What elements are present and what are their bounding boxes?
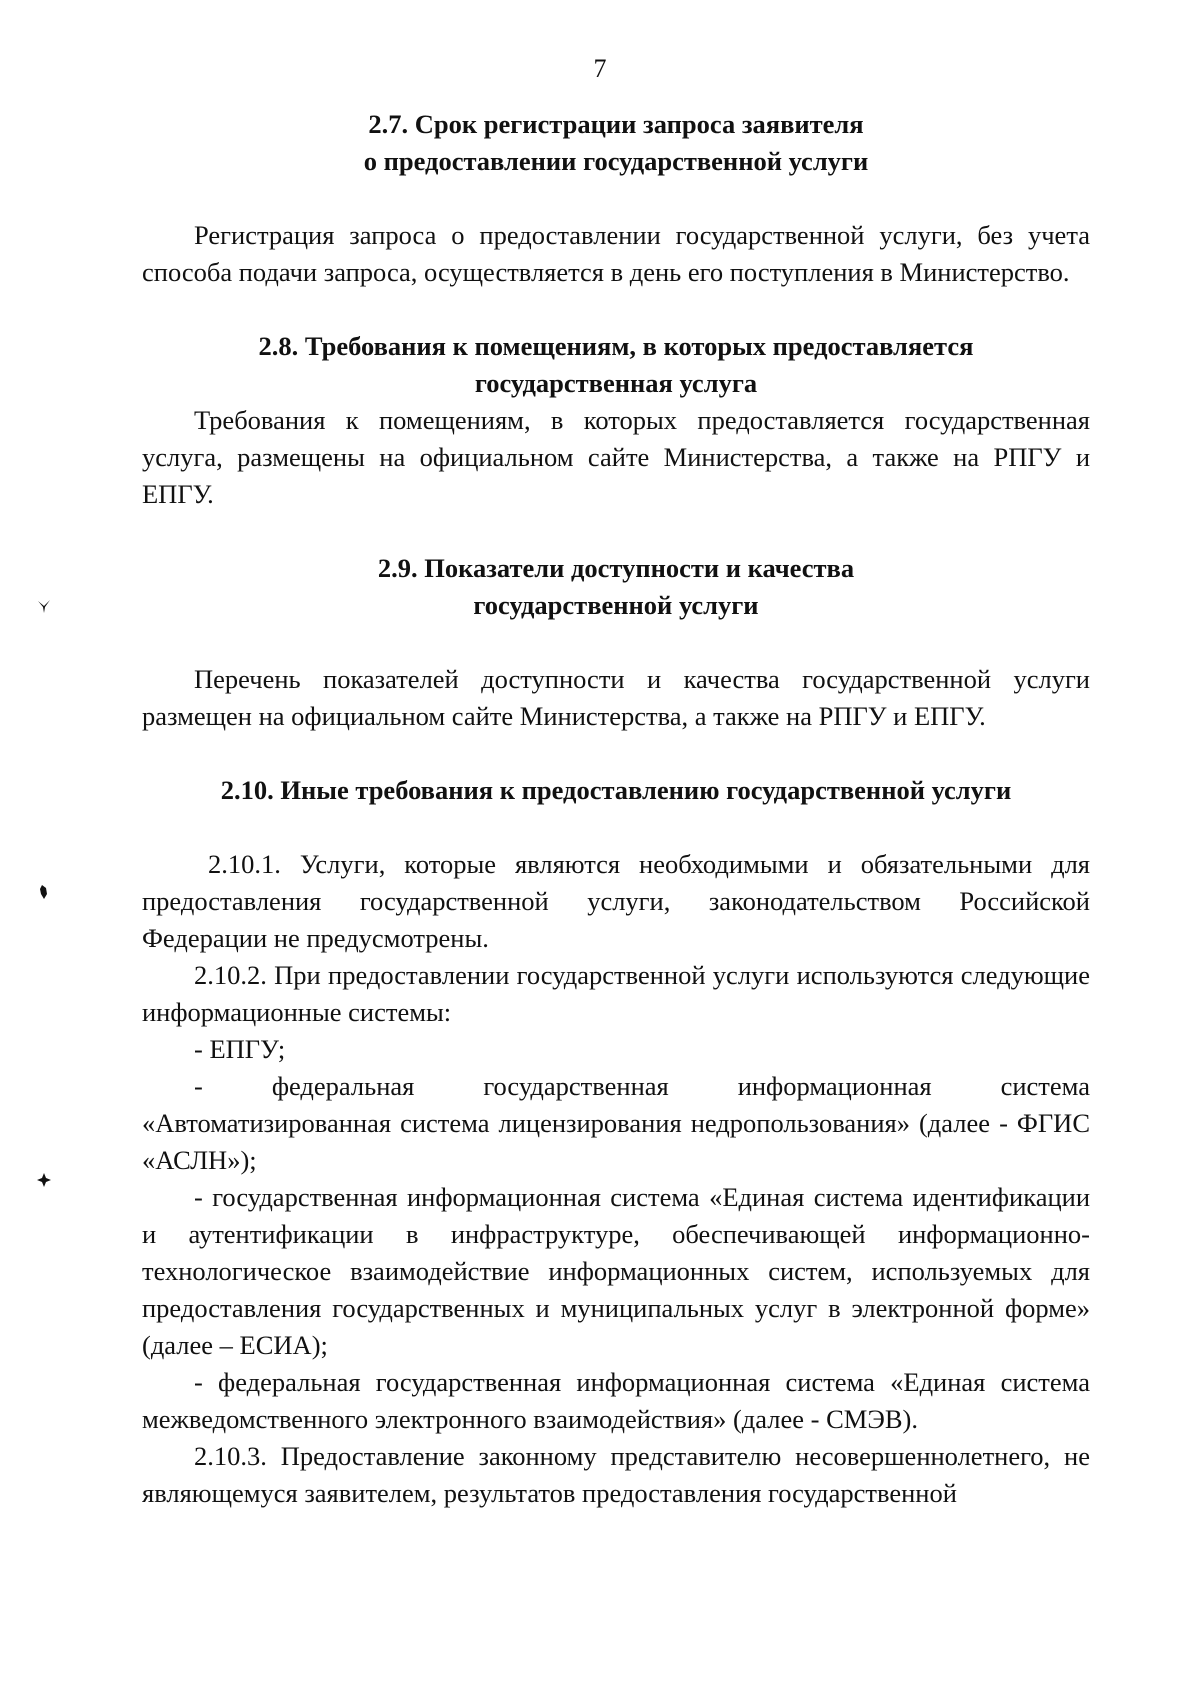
paragraph-2-10-2: 2.10.2. При предоставлении государственной услуги используются следующие информационные системы: [142,960,1090,1027]
scan-mark-icon [36,1172,52,1188]
heading-line: 2.9. Показатели доступности и качества [377,553,855,583]
heading-line: о предоставлении государственной услуги [363,146,869,176]
paragraph: Регистрация запроса о предоставлении государственной услуги, без учета способа подачи запроса, осуществляется в день его поступления в Министерство. [142,220,1090,287]
heading-line: 2.8. Требования к помещениям, в которых предоставляется [258,331,974,361]
scan-mark-icon [36,598,52,614]
paragraph: Требования к помещениям, в которых предоставляется государственная услуга, размещены на официальном сайте Министерства, а также на РПГУ и ЕПГУ. [142,405,1090,509]
list-item: - федеральная государственная информационная система «Единая система межведомственного электронного взаимодействия» (далее - СМЭВ). [142,1367,1090,1434]
section-heading-2-7 [142,106,1090,180]
document-body [142,106,1090,1512]
page-number: 7 [593,54,607,83]
heading-line: государственная услуга [474,368,758,398]
section-heading-2-10: 2.10. Иные требования к предоставлению государственной услуги [220,775,1012,805]
list-item: - государственная информационная система «Единая система идентификации и аутентификации в инфраструктуре, обеспечивающей информационно-технологическое взаимодействие информационных систем, используемых для предоставления государственных и муниципальных услуг в электронной форме» (далее – ЕСИА); [142,1182,1090,1360]
section-heading-2-9 [142,550,1090,624]
list-item: - федеральная государственная информационная система «Автоматизированная система лицензирования недропользования» (далее - ФГИС «АСЛН»); [142,1071,1090,1175]
heading-line: 2.7. Срок регистрации запроса заявителя [368,109,864,139]
paragraph-2-10-1: 2.10.1. Услуги, которые являются необходимыми и обязательными для предоставления государственной услуги, законодательством Российской Федерации не предусмотрены. [142,849,1090,953]
paragraph-2-10-3: 2.10.3. Предоставление законному представителю несовершеннолетнего, не являющемуся заявителем, результатов предоставления государственной [142,1441,1090,1508]
scan-mark-icon [36,884,52,900]
section-heading-2-8 [142,328,1090,402]
paragraph: Перечень показателей доступности и качества государственной услуги размещен на официальном сайте Министерства, а также на РПГУ и ЕПГУ. [142,664,1090,731]
list-item: - ЕПГУ; [194,1034,286,1064]
heading-line: государственной услуги [473,590,759,620]
